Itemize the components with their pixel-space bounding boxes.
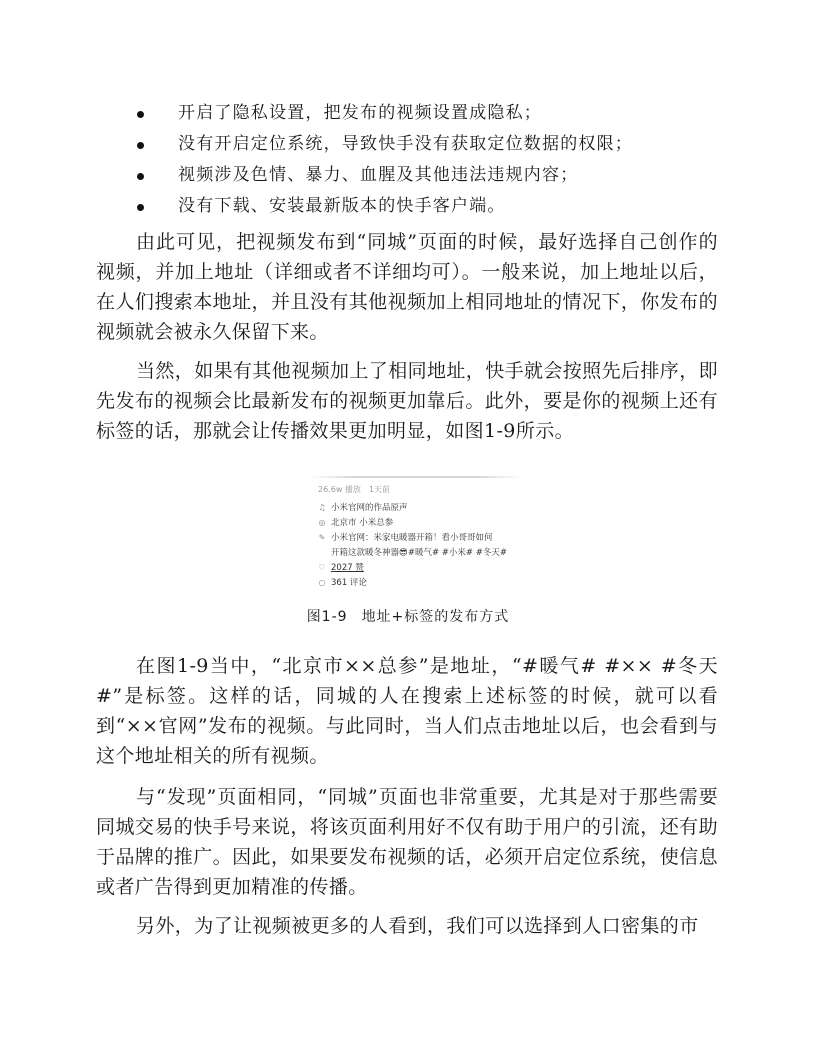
bullet-item: [132, 160, 732, 191]
comments-row[interactable]: [316, 577, 367, 589]
figure-screenshot: [310, 472, 522, 594]
paragraph: 在图1-9当中，“北京市××总参”是地址，“#暖气# #×× #冬天#”是标签。这样的话，同城的人在搜索上述标签的时候，就可以看到“××官网”发布的视频。与此同时，当人们点击地址以后，也会看到与这个地址相关的所有视频。: [96, 655, 718, 767]
location-label: 北京市 小米总参: [331, 518, 394, 528]
bullet-item: [132, 129, 732, 160]
location-pin-icon: ◎: [318, 518, 326, 527]
likes-row[interactable]: [316, 562, 364, 574]
paragraph: 由此可见，把视频发布到“同城”页面的时候，最好选择自己创作的视频，并加上地址（详细或者不详细均可）。一般来说，加上地址以后，在人们搜索本地址，并且没有其他视频加上相同地址的情况下，你发布的视频就会被永久保留下来。: [96, 231, 718, 343]
figure-caption: [0, 606, 816, 626]
description-line-1: 小米官网：米家电暖器开箱！看小哥哥如何: [331, 533, 493, 543]
bullet-text: 开启了隐私设置，把发布的视频设置成隐私；: [178, 103, 542, 123]
paragraph: 当然，如果有其他视频加上了相同地址，快手就会按照先后排序，即先发布的视频会比最新发布的视频更加靠后。此外，要是你的视频上还有标签的话，那就会让传播效果更加明显，如图1-9所示。: [96, 360, 719, 442]
heart-icon: ♡: [318, 563, 326, 572]
bullet-item: [132, 191, 732, 222]
bullet-list: [132, 98, 732, 222]
comments-count: 361 评论: [331, 578, 367, 588]
caption-number: 图1-9: [306, 609, 348, 625]
paragraph: 另外，为了让视频被更多的人看到，我们可以选择到人口密集的市: [136, 915, 699, 937]
description-row: [316, 532, 493, 544]
bullet-dot-icon: [137, 142, 144, 149]
bullet-text: 没有开启定位系统，导致快手没有获取定位数据的权限；: [178, 134, 633, 154]
caption-text: 地址+标签的发布方式: [361, 609, 510, 625]
description-line-2: 开箱这款暖冬神器😎#暖气# #小米# #冬天#: [331, 548, 507, 558]
paragraph: 与“发现”页面相同，“同城”页面也非常重要，尤其是对于那些需要同城交易的快手号来说，将该页面利用好不仅有助于用户的引流，还有助于品牌的推广。因此，如果要发布视频的话，必须开启定位系统，使信息或者广告得到更加精准的传播。: [96, 786, 718, 898]
comment-icon: ○: [318, 578, 326, 587]
likes-count: 2027 赞: [331, 563, 364, 573]
video-meta: [318, 484, 390, 495]
pencil-icon: ✎: [318, 533, 326, 542]
music-label: 小米官网的作品原声: [331, 503, 408, 513]
music-row[interactable]: [316, 502, 408, 514]
location-row[interactable]: [316, 517, 393, 529]
bullet-dot-icon: [137, 111, 144, 118]
bullet-text: 视频涉及色情、暴力、血腥及其他违法违规内容；: [178, 165, 579, 185]
music-note-icon: ♫: [318, 503, 326, 512]
description-row-2: [331, 547, 507, 559]
post-time: 1天前: [368, 485, 390, 494]
bullet-item: [132, 98, 732, 129]
bullet-text: 没有下载、安装最新版本的快手客户端。: [178, 196, 506, 216]
play-count: 26.6w 播放: [318, 485, 361, 494]
bullet-dot-icon: [137, 204, 144, 211]
figure-divider: [310, 476, 522, 478]
bullet-dot-icon: [137, 173, 144, 180]
